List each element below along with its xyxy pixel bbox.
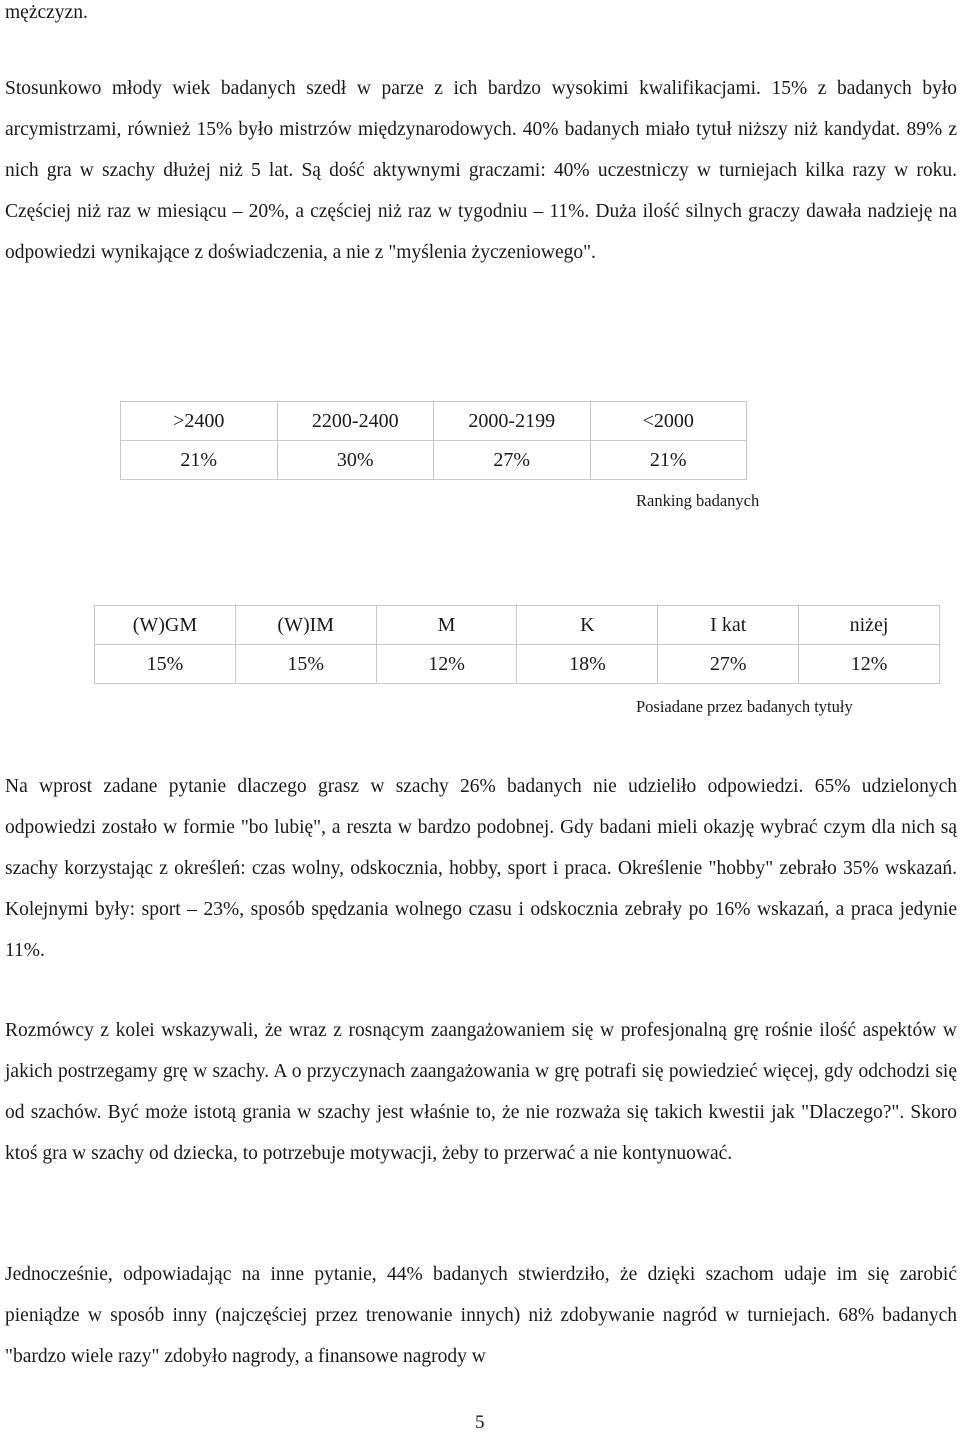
table-cell: 15% — [95, 645, 236, 684]
titles-table-caption: Posiadane przez badanych tytuły — [636, 697, 853, 716]
table-cell: 30% — [277, 441, 434, 480]
page-number: 5 — [475, 1412, 485, 1433]
paragraph-continuation: mężczyzn. — [5, 2, 88, 23]
paragraph-qualifications: Stosunkowo młody wiek badanych szedł w parze z ich bardzo wysokimi kwalifikacjami. 15% z badanych było arcymistrzami, również 15% było mistrzów międzynarodowych. 40% badanych miało tytuł niższy niż kandydat. 89% z nich gra w szachy dłużej niż 5 lat. Są dość aktywnymi graczami: 40% uczestniczy w turniejach kilka razy w roku. Częściej niż raz w miesiącu – 20%, a częściej niż raz w tygodniu – 11%. Duża ilość silnych graczy dawała nadzieję na odpowiedzi wynikające z doświadczenia, a nie z "myślenia życzeniowego". — [5, 78, 957, 263]
table-cell: 21% — [590, 441, 747, 480]
table-header-cell: I kat — [658, 606, 799, 645]
table-header-cell: K — [517, 606, 658, 645]
paragraph-interviewees: Rozmówcy z kolei wskazywali, że wraz z rosnącym zaangażowaniem się w profesjonalną grę rośnie ilość aspektów w jakich postrzegamy grę w szachy. A o przyczynach zaangażowania w grę potrafi się powiedzieć więcej, gdy odchodzi się od szachów. Być może istotą grania w szachy jest właśnie to, że nie rozważa się takich kwestii jak "Dlaczego?". Skoro ktoś gra w szachy od dziecka, to potrzebuje motywacji, żeby to przerwać a nie kontynuować. — [5, 1020, 957, 1164]
paragraph-motivation: Na wprost zadane pytanie dlaczego grasz w szachy 26% badanych nie udzieliło odpowiedzi. 65% udzielonych odpowiedzi zostało w formie "bo lubię", a reszta w bardzo podobnej. Gdy badani mieli okazję wybrać czym dla nich są szachy korzystając z określeń: czas wolny, odskocznia, hobby, sport i praca. Określenie "hobby" zebrało 35% wskazań. Kolejnymi były: sport – 23%, sposób spędzania wolnego czasu i odskocznia zebrały po 16% wskazań, a praca jedynie 11%. — [5, 776, 957, 961]
table-header-cell: (W)GM — [95, 606, 236, 645]
ranking-table-caption: Ranking badanych — [636, 491, 760, 510]
table-header-cell: >2400 — [121, 402, 278, 441]
table-row — [121, 441, 747, 480]
ranking-table — [120, 401, 747, 480]
table-header-cell: niżej — [799, 606, 940, 645]
titles-table — [94, 605, 940, 684]
table-cell: 12% — [799, 645, 940, 684]
table-cell: 12% — [376, 645, 517, 684]
table-cell: 21% — [121, 441, 278, 480]
table-cell: 27% — [658, 645, 799, 684]
table-cell: 18% — [517, 645, 658, 684]
table-row — [95, 645, 940, 684]
table-header-cell: (W)IM — [235, 606, 376, 645]
table-cell: 15% — [235, 645, 376, 684]
table-header-row — [95, 606, 940, 645]
table-cell: 27% — [434, 441, 591, 480]
paragraph-earnings: Jednocześnie, odpowiadając na inne pytanie, 44% badanych stwierdziło, że dzięki szachom udaje im się zarobić pieniądze w sposób inny (najczęściej przez trenowanie innych) niż zdobywanie nagród w turniejach. 68% badanych "bardzo wiele razy" zdobyło nagrody, a finansowe nagrody w — [5, 1264, 957, 1367]
table-header-cell: M — [376, 606, 517, 645]
table-header-row — [121, 402, 747, 441]
table-header-cell: 2200-2400 — [277, 402, 434, 441]
table-header-cell: 2000-2199 — [434, 402, 591, 441]
table-header-cell: <2000 — [590, 402, 747, 441]
